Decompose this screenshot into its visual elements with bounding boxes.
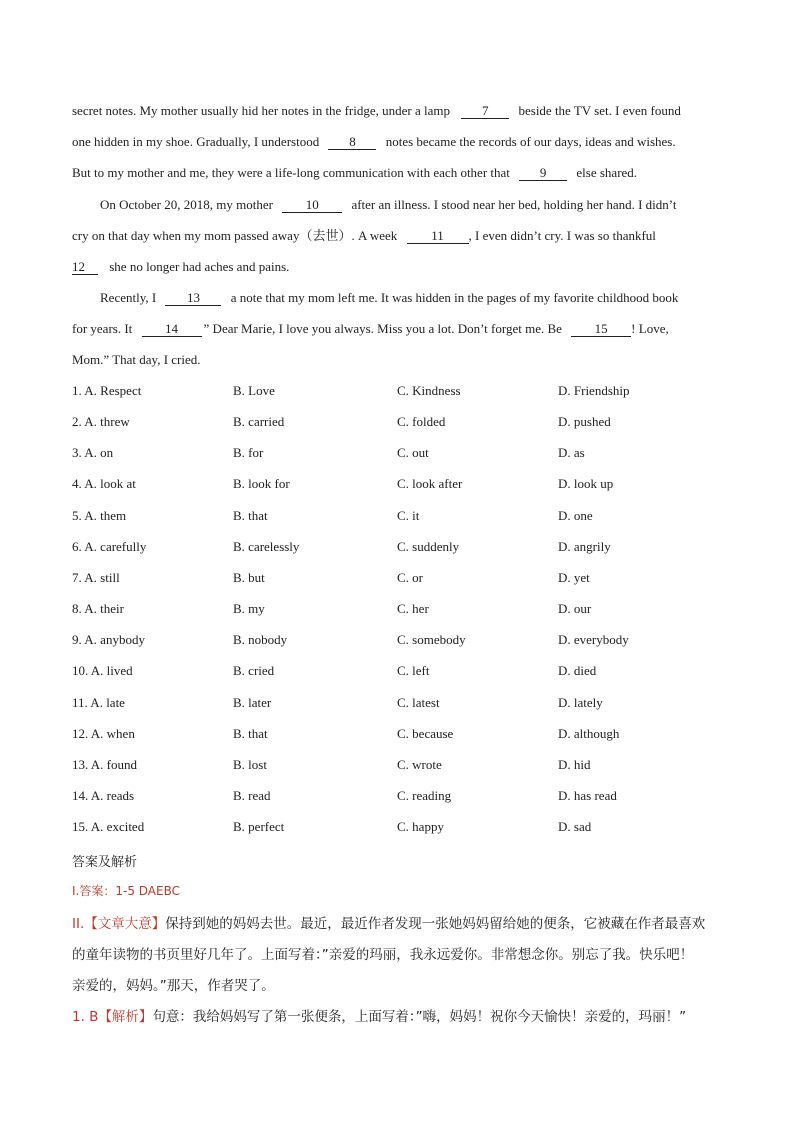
- question-6-option-c[interactable]: C. suddenly: [397, 539, 460, 554]
- question-8-option-c[interactable]: C. her: [397, 601, 429, 616]
- question-3-option-b[interactable]: B. for: [233, 445, 264, 460]
- summary-line-2: [72, 946, 732, 964]
- question-11-option-c[interactable]: C. latest: [397, 695, 440, 710]
- passage-text: else shared.: [576, 165, 638, 180]
- answers-heading: 答案及解析: [72, 855, 138, 870]
- passage-line-8: [72, 321, 722, 337]
- summary-line-1: [72, 915, 732, 933]
- passage-text: one hidden in my shoe. Gradually, I understood: [72, 134, 320, 149]
- question-8-option-b[interactable]: B. my: [233, 601, 265, 616]
- blank-10[interactable]: 10: [282, 198, 342, 213]
- passage-text: a note that my mom left me. It was hidden in the pages of my favorite childhood book: [230, 290, 679, 305]
- blank-15[interactable]: 15: [571, 322, 631, 337]
- question-12-option-c[interactable]: C. because: [397, 726, 454, 741]
- question-14-option-a[interactable]: 14. A. reads: [72, 788, 135, 803]
- question-4-option-a[interactable]: 4. A. look at: [72, 476, 136, 491]
- passage-text: cry on that day when my mom passed away（去世）. A week: [72, 228, 398, 243]
- question-7-option-d[interactable]: D. yet: [558, 570, 590, 585]
- summary-tag: 【文章大意】: [84, 916, 166, 932]
- blank-8[interactable]: 8: [328, 135, 376, 150]
- question-9-option-d[interactable]: D. everybody: [558, 632, 629, 647]
- question-10-option-a[interactable]: 10. A. lived: [72, 663, 133, 678]
- question-2-option-d[interactable]: D. pushed: [558, 414, 611, 429]
- summary-text: 保持到她的妈妈去世。最近，最近作者发现一张她妈妈留给她的便条，它被藏在作者最喜欢: [165, 916, 706, 932]
- blank-14[interactable]: 14: [142, 322, 202, 337]
- passage-text: beside the TV set. I even found: [518, 103, 681, 118]
- passage-line-2: [72, 134, 722, 150]
- passage-text: she no longer had aches and pains.: [109, 259, 290, 274]
- blank-7[interactable]: 7: [461, 104, 509, 119]
- passage-text: notes became the records of our days, ideas and wishes.: [385, 134, 676, 149]
- question-13-option-a[interactable]: 13. A. found: [72, 757, 137, 772]
- explanation-line-1: [72, 1008, 732, 1026]
- summary-text: 亲爱的，妈妈。”那天，作者哭了。: [72, 978, 275, 994]
- question-4-option-d[interactable]: D. look up: [558, 476, 614, 491]
- question-10-option-b[interactable]: B. cried: [233, 663, 275, 678]
- passage-line-9: [72, 352, 722, 368]
- question-10-option-d[interactable]: D. died: [558, 663, 597, 678]
- passage-text: , I even didn’t cry. I was so thankful: [468, 228, 656, 243]
- passage-text: for years. It: [72, 321, 133, 336]
- passage-line-1: [72, 103, 722, 119]
- question-11-option-a[interactable]: 11. A. late: [72, 695, 125, 710]
- question-1-option-b[interactable]: B. Love: [233, 383, 275, 398]
- blank-9[interactable]: 9: [519, 166, 567, 181]
- question-2-option-a[interactable]: 2. A. threw: [72, 414, 130, 429]
- question-11-option-b[interactable]: B. later: [233, 695, 272, 710]
- answer-key-i: I.答案：1-5 DAEBC: [72, 884, 180, 898]
- blank-12[interactable]: 12: [72, 260, 98, 275]
- question-11-option-d[interactable]: D. lately: [558, 695, 603, 710]
- question-1-option-c[interactable]: C. Kindness: [397, 383, 461, 398]
- question-9-option-a[interactable]: 9. A. anybody: [72, 632, 145, 647]
- question-5-option-b[interactable]: B. that: [233, 508, 268, 523]
- question-12-option-b[interactable]: B. that: [233, 726, 268, 741]
- question-9-option-c[interactable]: C. somebody: [397, 632, 466, 647]
- explanation-text: 句意：我给妈妈写了第一张便条，上面写着：”嗨，妈妈！祝你今天愉快！亲爱的，玛丽！”: [152, 1009, 687, 1025]
- question-4-option-b[interactable]: B. look for: [233, 476, 290, 491]
- question-2-option-c[interactable]: C. folded: [397, 414, 446, 429]
- passage-text: secret notes. My mother usually hid her notes in the fridge, under a lamp: [72, 103, 450, 118]
- question-4-option-c[interactable]: C. look after: [397, 476, 463, 491]
- passage-line-7: [100, 290, 722, 306]
- question-15-option-a[interactable]: 15. A. excited: [72, 819, 145, 834]
- question-13-option-b[interactable]: B. lost: [233, 757, 267, 772]
- passage-text: But to my mother and me, they were a life-long communication with each other that: [72, 165, 510, 180]
- question-5-option-a[interactable]: 5. A. them: [72, 508, 127, 523]
- section-label: II.: [72, 916, 85, 932]
- question-3-option-a[interactable]: 3. A. on: [72, 445, 114, 460]
- question-15-option-b[interactable]: B. perfect: [233, 819, 285, 834]
- passage-text: after an illness. I stood near her bed, holding her hand. I didn’t: [351, 197, 677, 212]
- passage-line-6: [72, 259, 722, 275]
- question-12-option-d[interactable]: D. although: [558, 726, 620, 741]
- passage-text: ” Dear Marie, I love you always. Miss you a lot. Don’t forget me. Be: [203, 321, 562, 336]
- question-6-option-a[interactable]: 6. A. carefully: [72, 539, 147, 554]
- question-13-option-d[interactable]: D. hid: [558, 757, 591, 772]
- question-8-option-a[interactable]: 8. A. their: [72, 601, 124, 616]
- summary-line-3: [72, 977, 732, 995]
- question-14-option-d[interactable]: D. has read: [558, 788, 617, 803]
- passage-line-4: [100, 197, 722, 213]
- summary-text: 的童年读物的书页里好几年了。上面写着：”亲爱的玛丽，我永远爱你。非常想念你。别忘了我。快乐吧！: [72, 947, 694, 963]
- question-10-option-c[interactable]: C. left: [397, 663, 430, 678]
- passage-line-5: [72, 228, 722, 244]
- question-2-option-b[interactable]: B. carried: [233, 414, 285, 429]
- passage-text: Mom.” That day, I cried.: [72, 352, 201, 367]
- question-14-option-b[interactable]: B. read: [233, 788, 271, 803]
- question-13-option-c[interactable]: C. wrote: [397, 757, 442, 772]
- question-6-option-d[interactable]: D. angrily: [558, 539, 611, 554]
- blank-11[interactable]: 11: [407, 229, 469, 244]
- question-1-option-a[interactable]: 1. A. Respect: [72, 383, 142, 398]
- answer-letter: 1. B: [72, 1009, 99, 1025]
- passage-text: Recently, I: [100, 290, 157, 305]
- question-6-option-b[interactable]: B. carelessly: [233, 539, 300, 554]
- question-7-option-b[interactable]: B. but: [233, 570, 265, 585]
- blank-13[interactable]: 13: [165, 291, 221, 306]
- question-15-option-c[interactable]: C. happy: [397, 819, 444, 834]
- question-15-option-d[interactable]: D. sad: [558, 819, 592, 834]
- question-1-option-d[interactable]: D. Friendship: [558, 383, 630, 398]
- question-12-option-a[interactable]: 12. A. when: [72, 726, 135, 741]
- question-9-option-b[interactable]: B. nobody: [233, 632, 288, 647]
- question-7-option-a[interactable]: 7. A. still: [72, 570, 120, 585]
- question-14-option-c[interactable]: C. reading: [397, 788, 452, 803]
- question-5-option-c[interactable]: C. it: [397, 508, 420, 523]
- question-5-option-d[interactable]: D. one: [558, 508, 593, 523]
- question-3-option-c[interactable]: C. out: [397, 445, 429, 460]
- explanation-tag: 【解析】: [98, 1009, 153, 1025]
- question-7-option-c[interactable]: C. or: [397, 570, 423, 585]
- question-8-option-d[interactable]: D. our: [558, 601, 592, 616]
- passage-line-3: [72, 165, 722, 181]
- passage-text: ! Love,: [631, 321, 669, 336]
- question-3-option-d[interactable]: D. as: [558, 445, 585, 460]
- passage-text: On October 20, 2018, my mother: [100, 197, 273, 212]
